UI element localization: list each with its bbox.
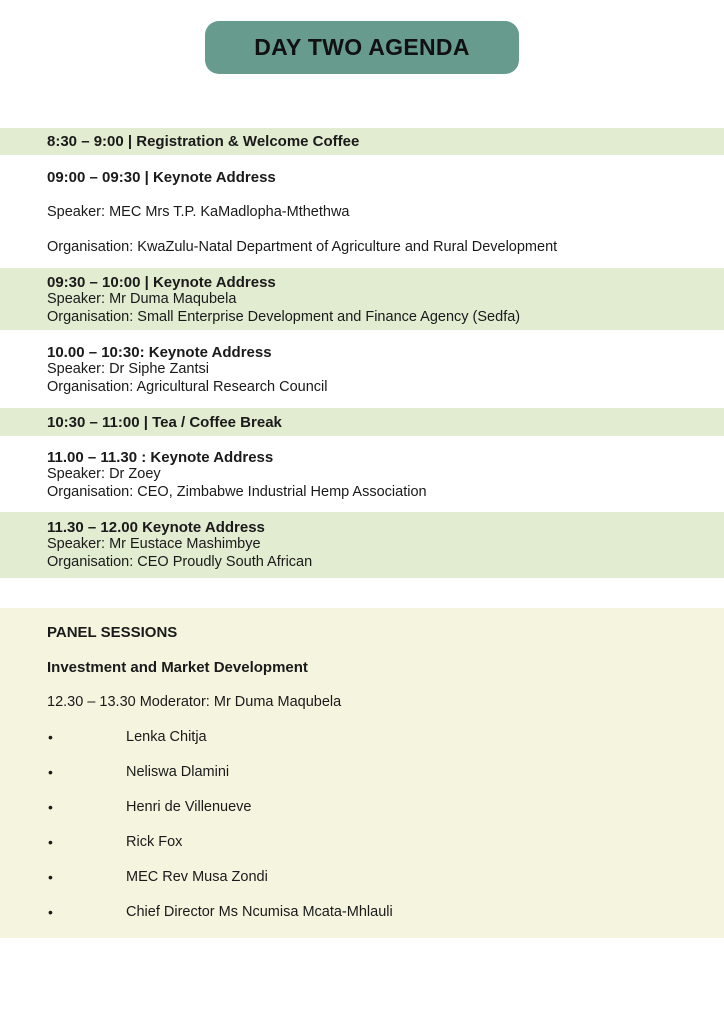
panelist-item: Neliswa Dlamini [126, 764, 230, 780]
agenda-heading: 10:30 – 11:00 | Tea / Coffee Break [47, 414, 282, 431]
panelist-item: Henri de Villenueve [126, 799, 252, 815]
agenda-organisation: Organisation: CEO, Zimbabwe Industrial Hemp Association [47, 484, 427, 500]
agenda-speaker: Speaker: MEC Mrs T.P. KaMadlopha-Mthethwa [47, 204, 350, 220]
title-banner [205, 21, 519, 74]
bullet-icon: • [48, 764, 53, 780]
panel-moderator: 12.30 – 13.30 Moderator: Mr Duma Maqubela [47, 694, 342, 710]
agenda-heading: 11.00 – 11.30 : Keynote Address [47, 449, 274, 466]
panelist-item: MEC Rev Musa Zondi [126, 869, 268, 885]
page-title: DAY TWO AGENDA [254, 34, 470, 60]
panel-sessions-section [0, 608, 724, 938]
panel-subheading: Investment and Market Development [47, 659, 308, 676]
agenda-heading: 10.00 – 10:30: Keynote Address [47, 344, 272, 361]
bullet-icon: • [48, 904, 53, 920]
agenda-organisation: Organisation: Agricultural Research Council [47, 379, 328, 395]
agenda-speaker: Speaker: Dr Siphe Zantsi [47, 361, 209, 377]
agenda-heading: 09:00 – 09:30 | Keynote Address [47, 169, 276, 186]
bullet-icon: • [48, 869, 53, 885]
agenda-speaker: Speaker: Mr Duma Maqubela [47, 291, 237, 307]
agenda-organisation: Organisation: CEO Proudly South African [47, 554, 313, 570]
bullet-icon: • [48, 799, 53, 815]
bullet-icon: • [48, 834, 53, 850]
agenda-speaker: Speaker: Dr Zoey [47, 466, 161, 482]
agenda-heading: 8:30 – 9:00 | Registration & Welcome Coffee [47, 133, 360, 150]
bullet-icon: • [48, 729, 53, 745]
panelist-item: Chief Director Ms Ncumisa Mcata-Mhlauli [126, 904, 393, 920]
agenda-heading: 09:30 – 10:00 | Keynote Address [47, 274, 276, 291]
panelist-item: Lenka Chitja [126, 729, 207, 745]
agenda-speaker: Speaker: Mr Eustace Mashimbye [47, 536, 261, 552]
panelist-item: Rick Fox [126, 834, 183, 850]
agenda-heading: 11.30 – 12.00 Keynote Address [47, 519, 265, 536]
agenda-organisation: Organisation: Small Enterprise Development and Finance Agency (Sedfa) [47, 309, 521, 325]
panel-heading: PANEL SESSIONS [47, 624, 178, 641]
agenda-organisation: Organisation: KwaZulu-Natal Department of Agriculture and Rural Development [47, 239, 558, 255]
